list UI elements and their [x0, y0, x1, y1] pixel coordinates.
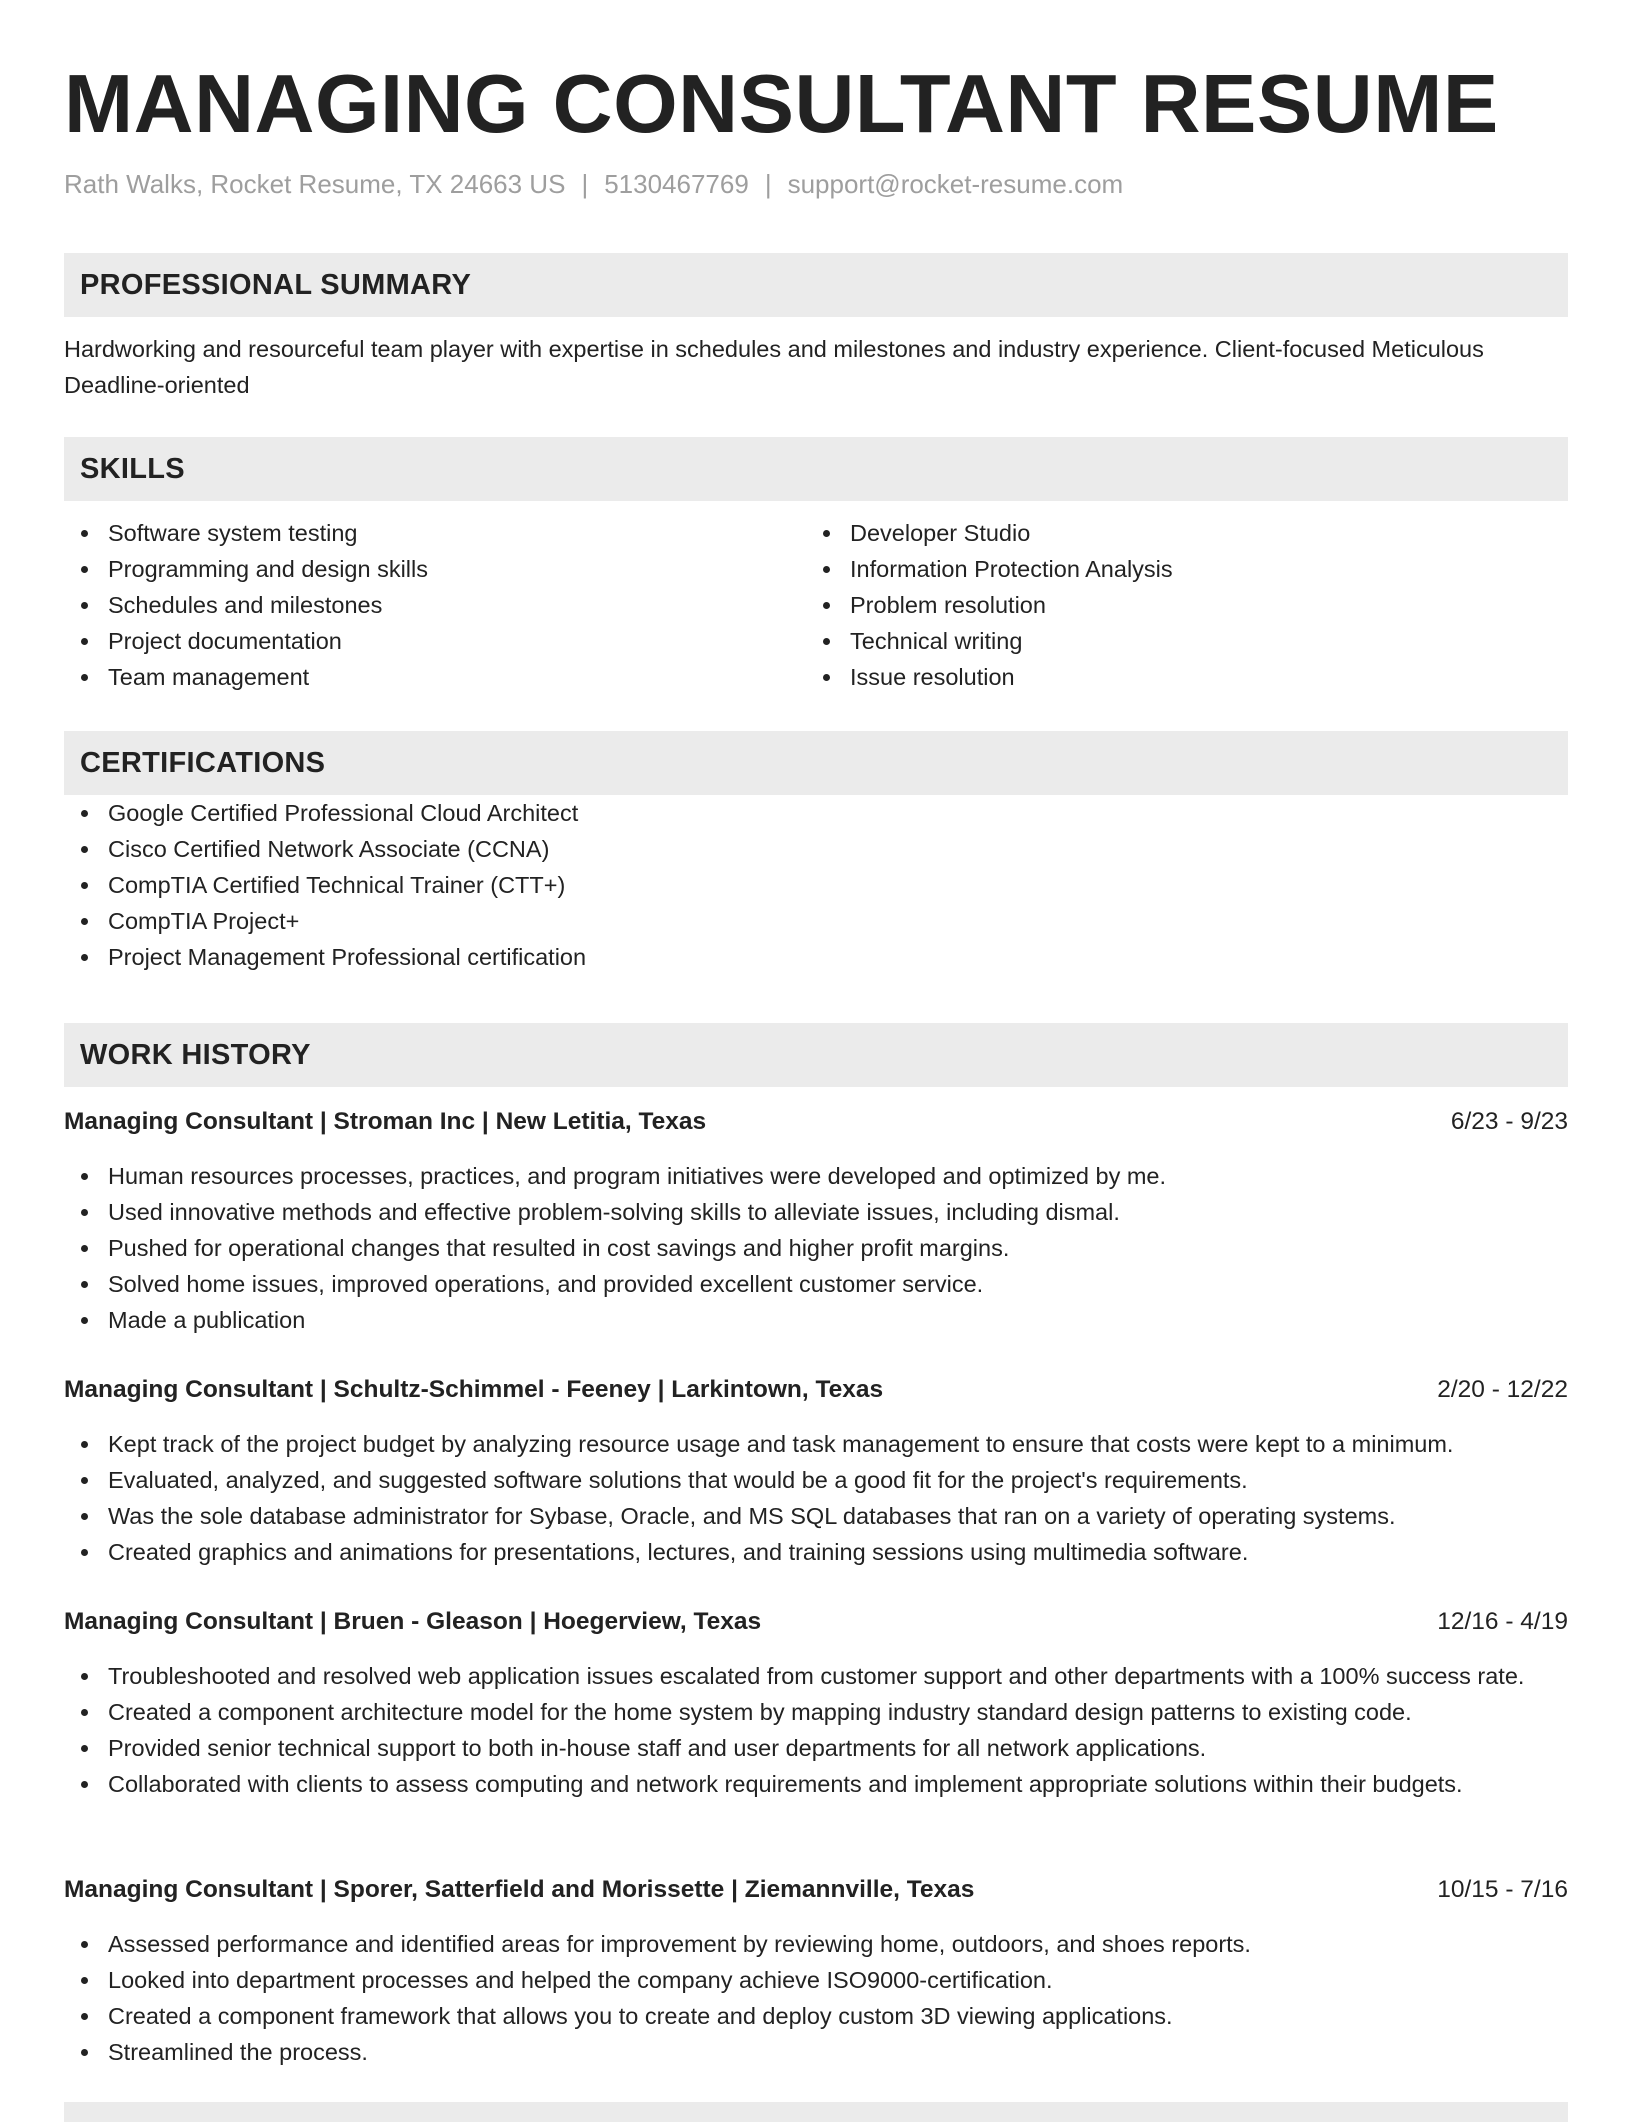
summary-section: [64, 253, 1568, 403]
certifications-section: [64, 731, 1568, 975]
contact-email: support@rocket-resume.com: [787, 169, 1124, 199]
job-entry: [64, 1604, 1568, 1802]
job-bullet: Assessed performance and identified areas for improvement by reviewing home, outdoors, and shoes reports.: [64, 1926, 1568, 1962]
job-bullet: Pushed for operational changes that resulted in cost savings and higher profit margins.: [64, 1230, 1568, 1266]
job-bullet: Created a component architecture model for the home system by mapping industry standard design patterns to existing code.: [64, 1694, 1568, 1730]
job-bullet: Evaluated, analyzed, and suggested software solutions that would be a good fit for the project's requirements.: [64, 1462, 1568, 1498]
contact-phone: 5130467769: [604, 169, 749, 199]
job-title: Managing Consultant | Schultz-Schimmel - Feeney | Larkintown, Texas: [64, 1376, 884, 1403]
job-bullet: Used innovative methods and effective problem-solving skills to alleviate issues, including dismal.: [64, 1194, 1568, 1230]
job-header: [64, 1104, 1568, 1140]
skills-grid: [64, 515, 1568, 695]
job-dates: 10/15 - 7/16: [1437, 1876, 1568, 1903]
certification-item: CompTIA Certified Technical Trainer (CTT+): [64, 867, 1568, 903]
skill-item: Developer Studio: [806, 515, 1548, 551]
job-entry: [64, 1372, 1568, 1570]
job-bullets: [64, 1658, 1568, 1802]
certification-item: Project Management Professional certification: [64, 939, 1568, 975]
job-bullets: [64, 1158, 1568, 1338]
section-heading-work-history: WORK HISTORY: [64, 1023, 1568, 1087]
skill-item: Issue resolution: [806, 659, 1548, 695]
next-section-header-edge: [64, 2102, 1568, 2122]
job-bullet: Kept track of the project budget by analyzing resource usage and task management to ensure that costs were kept to a minimum.: [64, 1426, 1568, 1462]
section-heading-skills: SKILLS: [64, 437, 1568, 501]
job-dates: 6/23 - 9/23: [1450, 1108, 1568, 1135]
resume-title: MANAGING CONSULTANT RESUME: [64, 57, 1499, 150]
skill-item: Team management: [64, 659, 806, 695]
job-header: [64, 1372, 1568, 1408]
job-bullet: Human resources processes, practices, and program initiatives were developed and optimized by me.: [64, 1158, 1568, 1194]
contact-line: [64, 166, 1123, 202]
certification-item: CompTIA Project+: [64, 903, 1568, 939]
job-bullets: [64, 1426, 1568, 1570]
job-bullet: Created graphics and animations for presentations, lectures, and training sessions using multimedia software.: [64, 1534, 1568, 1570]
job-bullet: Created a component framework that allows you to create and deploy custom 3D viewing applications.: [64, 1998, 1568, 2034]
skill-item: Problem resolution: [806, 587, 1548, 623]
section-heading-summary: PROFESSIONAL SUMMARY: [64, 253, 1568, 317]
contact-separator: |: [581, 169, 589, 199]
skills-list-right: [806, 515, 1548, 695]
job-entry: [64, 1872, 1568, 2070]
job-dates: 2/20 - 12/22: [1437, 1376, 1568, 1403]
job-dates: 12/16 - 4/19: [1437, 1608, 1568, 1635]
contact-address: Rath Walks, Rocket Resume, TX 24663 US: [64, 169, 566, 199]
skill-item: Information Protection Analysis: [806, 551, 1548, 587]
summary-text: Hardworking and resourceful team player with expertise in schedules and milestones and industry experience. Client-focused Meticulous Deadline-oriented: [64, 336, 1484, 398]
skill-item: Project documentation: [64, 623, 806, 659]
job-bullets: [64, 1926, 1568, 2070]
job-header: [64, 1872, 1568, 1908]
job-title: Managing Consultant | Stroman Inc | New Letitia, Texas: [64, 1108, 707, 1135]
work-history-section: [64, 1023, 1568, 1087]
job-bullet: Was the sole database administrator for Sybase, Oracle, and MS SQL databases that ran on a variety of operating systems.: [64, 1498, 1568, 1534]
skill-item: Schedules and milestones: [64, 587, 806, 623]
job-title: Managing Consultant | Sporer, Satterfield and Morissette | Ziemannville, Texas: [64, 1876, 975, 1903]
job-bullet: Collaborated with clients to assess computing and network requirements and implement appropriate solutions within their budgets.: [64, 1766, 1568, 1802]
job-bullet: Streamlined the process.: [64, 2034, 1568, 2070]
job-bullet: Troubleshooted and resolved web application issues escalated from customer support and other departments with a 100% success rate.: [64, 1658, 1568, 1694]
job-header: [64, 1604, 1568, 1640]
certification-item: Cisco Certified Network Associate (CCNA): [64, 831, 1568, 867]
job-bullet: Made a publication: [64, 1302, 1568, 1338]
skills-section: [64, 437, 1568, 695]
skill-item: Software system testing: [64, 515, 806, 551]
skills-list-left: [64, 515, 806, 695]
job-entry: [64, 1104, 1568, 1338]
certification-item: Google Certified Professional Cloud Architect: [64, 795, 1568, 831]
section-heading-certifications: CERTIFICATIONS: [64, 731, 1568, 795]
job-bullet: Provided senior technical support to both in-house staff and user departments for all network applications.: [64, 1730, 1568, 1766]
certifications-list: [64, 795, 1568, 975]
job-bullet: Looked into department processes and helped the company achieve ISO9000-certification.: [64, 1962, 1568, 1998]
contact-separator: |: [764, 169, 772, 199]
skill-item: Technical writing: [806, 623, 1548, 659]
skill-item: Programming and design skills: [64, 551, 806, 587]
job-title: Managing Consultant | Bruen - Gleason | Hoegerview, Texas: [64, 1608, 762, 1635]
job-bullet: Solved home issues, improved operations, and provided excellent customer service.: [64, 1266, 1568, 1302]
